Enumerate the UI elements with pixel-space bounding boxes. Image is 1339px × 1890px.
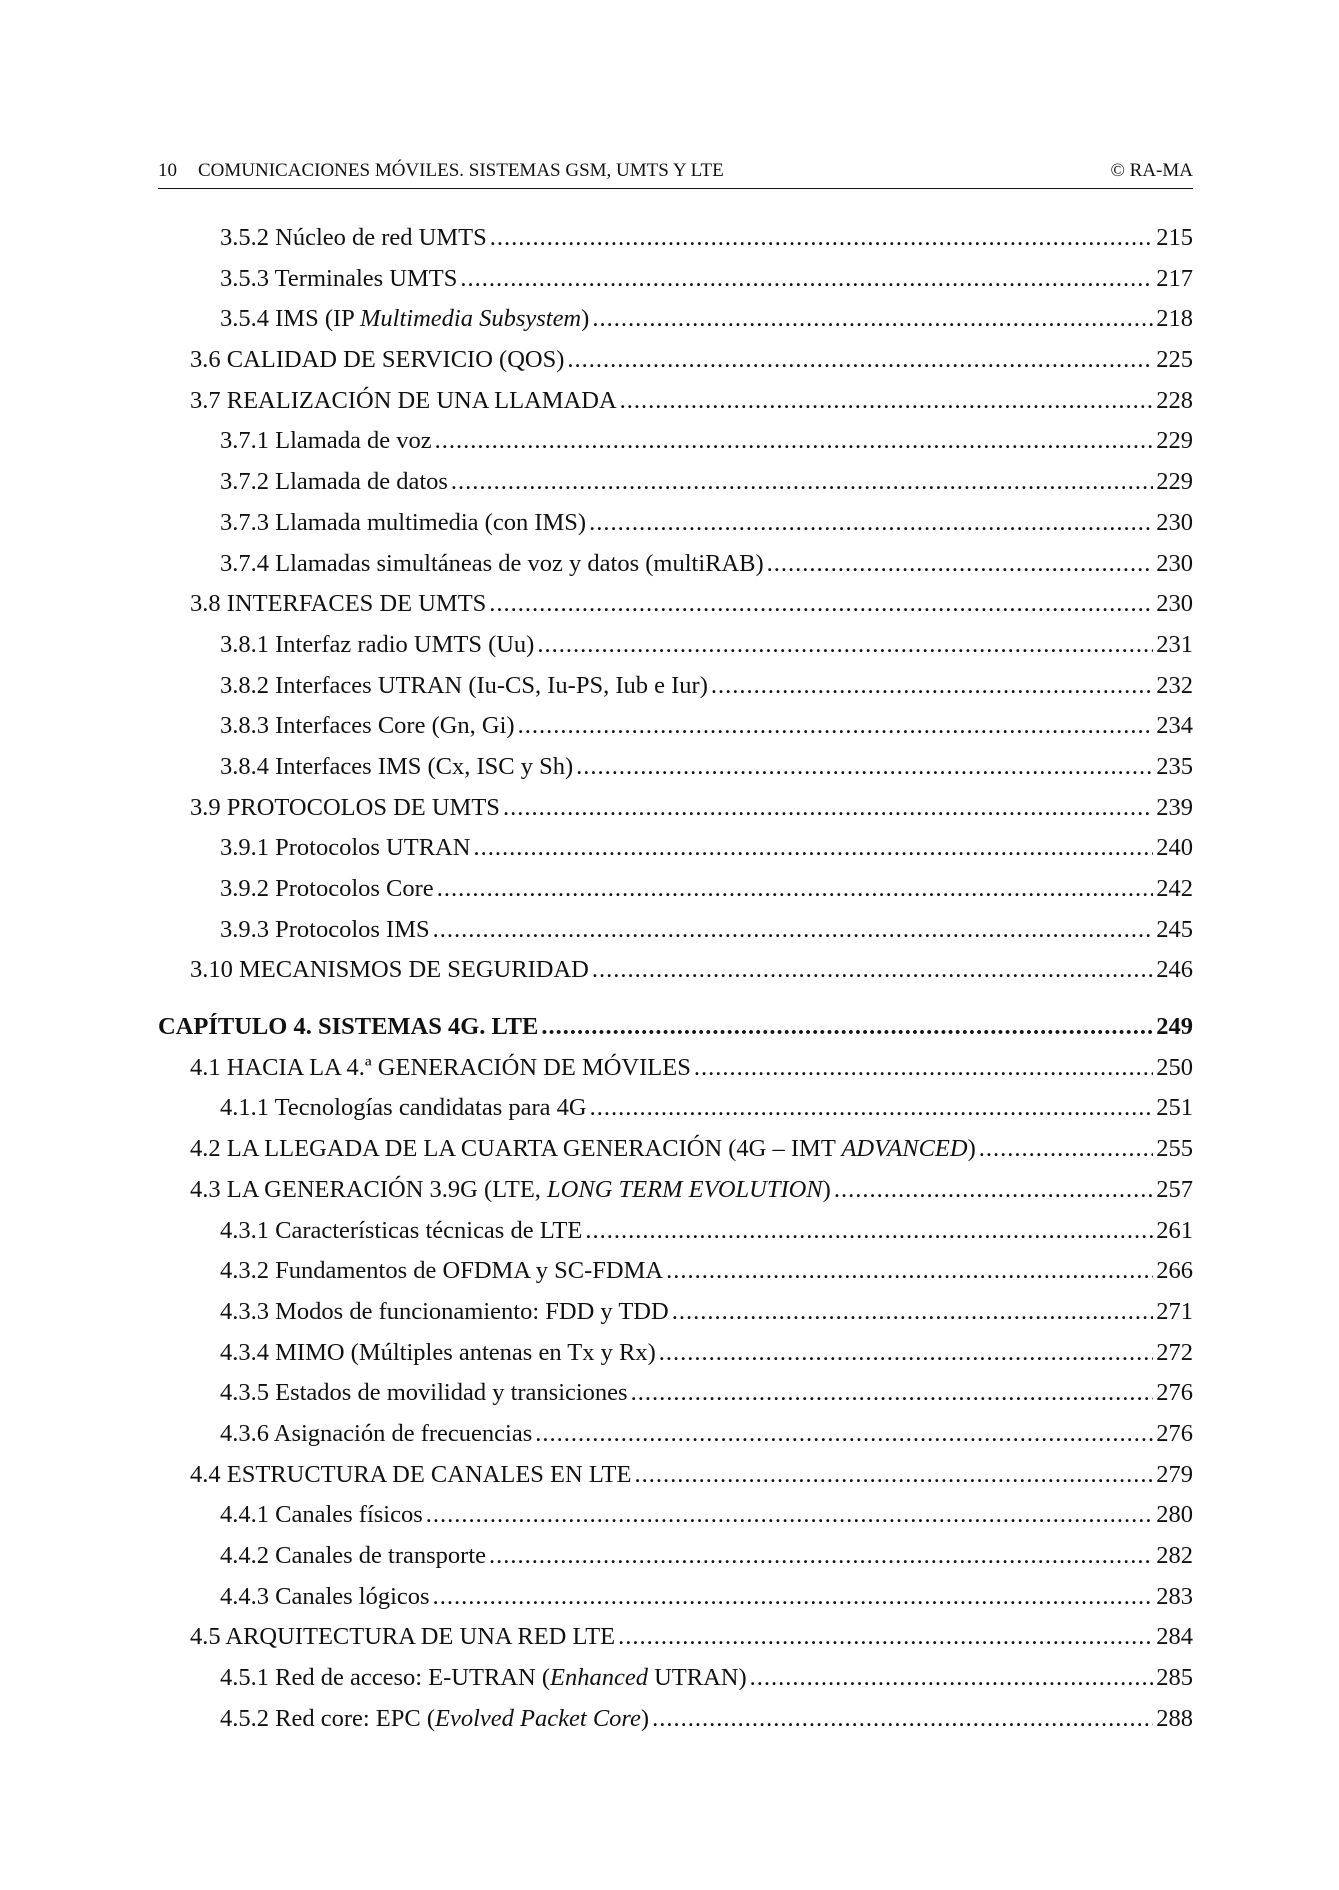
toc-entry-title (220, 1536, 486, 1577)
page-header (158, 158, 1193, 189)
toc-title-part: ) (967, 1135, 976, 1163)
header-left (158, 160, 724, 182)
dot-leader (592, 950, 1153, 991)
toc-entry-title (220, 1699, 649, 1740)
toc-entry-title (220, 828, 470, 869)
toc-page-number: 251 (1156, 1094, 1193, 1122)
toc-title-part: ) (640, 1704, 650, 1732)
dot-leader (433, 910, 1154, 951)
toc-entry-title (220, 625, 534, 666)
toc-chapter-entry (158, 1007, 1193, 1048)
toc-page-number: 257 (1156, 1175, 1193, 1203)
dot-leader (518, 706, 1154, 747)
toc-title-part: 3.9.2 Protocolos Core (220, 875, 434, 902)
toc-page-number: 230 (1156, 549, 1193, 577)
toc-page-number: 279 (1156, 1460, 1193, 1488)
toc-title-part: 3.10 MECANISMOS DE SEGURIDAD (190, 956, 589, 984)
page-number: 10 (158, 160, 177, 181)
toc-page-number: 283 (1156, 1582, 1193, 1610)
toc-entry-title (220, 299, 589, 340)
toc-entry-title (220, 1577, 430, 1618)
toc-entry-title (220, 1414, 532, 1455)
toc-entry-title (220, 706, 515, 747)
toc-page-number: 218 (1156, 305, 1193, 333)
dot-leader (489, 584, 1153, 625)
toc-title-part: 3.7.1 Llamada de voz (220, 427, 432, 455)
toc-entry (158, 788, 1193, 829)
toc-entry-title (190, 1048, 691, 1089)
toc-entry (158, 1292, 1193, 1333)
toc-entry-title (220, 1211, 582, 1252)
dot-leader (590, 1088, 1154, 1129)
toc-title-part: 4.4.3 Canales lógicos (220, 1582, 430, 1610)
dot-leader (618, 1617, 1153, 1658)
toc-entry-title (190, 950, 589, 991)
dot-leader (473, 828, 1153, 869)
toc-title-part: UTRAN) (647, 1664, 747, 1692)
toc-entry-title (158, 1007, 538, 1048)
toc-title-part: 3.7.2 Llamada de datos (220, 468, 448, 496)
toc-title-part: ) (822, 1175, 831, 1203)
toc-entry-title (220, 1333, 656, 1374)
dot-leader (652, 1699, 1153, 1740)
toc-entry-title (220, 259, 457, 300)
dot-leader (834, 1170, 1153, 1211)
toc-entry (158, 1658, 1193, 1699)
toc-title-part: 3.6 CALIDAD DE SERVICIO (QOS) (190, 346, 565, 374)
toc-entry (158, 503, 1193, 544)
toc-page-number: 272 (1156, 1338, 1193, 1366)
toc-title-part: 3.7.4 Llamadas simultáneas de voz y datos (multiRAB) (220, 549, 764, 577)
toc-page-number: 240 (1156, 834, 1193, 862)
toc-page-number: 246 (1156, 956, 1193, 984)
toc-entry (158, 1170, 1193, 1211)
toc-entry (158, 1536, 1193, 1577)
toc-entry-title (190, 340, 564, 381)
dot-leader (535, 1414, 1153, 1455)
toc-page-number: 250 (1156, 1053, 1193, 1081)
toc-title-part: 3.8.2 Interfaces UTRAN (Iu-CS, Iu-PS, Iub e Iur) (220, 671, 708, 699)
toc-entry (158, 1455, 1193, 1496)
toc-entry (158, 1211, 1193, 1252)
dot-leader (589, 503, 1153, 544)
toc-entry (158, 259, 1193, 300)
toc-page-number: 255 (1156, 1135, 1193, 1163)
toc-entry-title (220, 503, 586, 544)
toc-entry-title (220, 544, 764, 585)
toc-title-part: Enhanced (549, 1664, 648, 1692)
table-of-contents (158, 218, 1193, 1739)
toc-entry (158, 666, 1193, 707)
toc-title-part: 4.3.4 MIMO (Múltiples antenas en Tx y Rx) (220, 1338, 656, 1366)
toc-entry-title (220, 421, 432, 462)
toc-entry (158, 1251, 1193, 1292)
toc-title-part: 4.4 ESTRUCTURA DE CANALES EN LTE (190, 1460, 632, 1488)
dot-leader (576, 747, 1153, 788)
toc-title-part: 3.9.3 Protocolos IMS (220, 915, 430, 943)
toc-entry (158, 1373, 1193, 1414)
toc-page-number: 276 (1156, 1419, 1193, 1447)
toc-entry (158, 625, 1193, 666)
toc-title-part: 4.5 ARQUITECTURA DE UNA RED LTE (190, 1623, 616, 1651)
toc-title-part: Multimedia Subsystem (359, 305, 582, 333)
toc-entry-title (190, 1129, 976, 1170)
dot-leader (979, 1129, 1153, 1170)
toc-page-number: 266 (1156, 1257, 1193, 1285)
toc-entry-title (220, 462, 448, 503)
toc-entry (158, 828, 1193, 869)
dot-leader (694, 1048, 1153, 1089)
dot-leader (711, 666, 1153, 707)
dot-leader (489, 1536, 1153, 1577)
toc-entry (158, 869, 1193, 910)
toc-title-part: 4.5.2 Red core: EPC ( (220, 1704, 436, 1732)
dot-leader (435, 421, 1154, 462)
toc-title-part: 3.8.1 Interfaz radio UMTS (Uu) (220, 630, 535, 658)
toc-entry (158, 1414, 1193, 1455)
toc-title-part: 3.9 PROTOCOLOS DE UMTS (190, 793, 500, 821)
dot-leader (490, 218, 1154, 259)
toc-page-number: 249 (1156, 1013, 1193, 1041)
toc-page-number: 229 (1156, 468, 1193, 496)
toc-title-part: ) (581, 305, 590, 333)
toc-title-part: 4.3.3 Modos de funcionamiento: FDD y TDD (220, 1297, 669, 1325)
toc-entry (158, 1333, 1193, 1374)
toc-title-part: 4.1 HACIA LA 4.ª GENERACIÓN DE MÓVILES (190, 1053, 691, 1081)
dot-leader (460, 259, 1153, 300)
toc-page-number: 288 (1156, 1704, 1193, 1732)
dot-leader (541, 1007, 1153, 1048)
toc-page-number: 284 (1156, 1623, 1193, 1651)
dot-leader (451, 462, 1153, 503)
toc-title-part: 4.3 LA GENERACIÓN 3.9G (LTE, (190, 1175, 548, 1203)
toc-title-part: ADVANCED (841, 1135, 968, 1163)
toc-page-number: 276 (1156, 1379, 1193, 1407)
dot-leader (592, 299, 1153, 340)
toc-entry (158, 218, 1193, 259)
dot-leader (585, 1211, 1153, 1252)
dot-leader (537, 625, 1153, 666)
toc-entry-title (220, 1495, 423, 1536)
toc-entry-title (220, 747, 573, 788)
toc-page-number: 229 (1156, 427, 1193, 455)
toc-page-number: 225 (1156, 346, 1193, 374)
toc-page-number: 239 (1156, 793, 1193, 821)
toc-entry (158, 421, 1193, 462)
dot-leader (433, 1577, 1154, 1618)
toc-page-number: 230 (1156, 508, 1193, 536)
toc-entry (158, 1699, 1193, 1740)
toc-entry-title (220, 1373, 628, 1414)
toc-title-part: Evolved Packet Core (435, 1704, 641, 1732)
toc-entry (158, 1129, 1193, 1170)
toc-entry (158, 747, 1193, 788)
toc-entry (158, 1577, 1193, 1618)
toc-entry-title (220, 666, 708, 707)
publisher: © RA-MA (1110, 160, 1193, 181)
toc-title-part: CAPÍTULO 4. SISTEMAS 4G. LTE (158, 1013, 539, 1041)
toc-entry (158, 1495, 1193, 1536)
toc-entry-title (220, 1088, 587, 1129)
dot-leader (567, 340, 1153, 381)
toc-entry (158, 1048, 1193, 1089)
dot-leader (634, 1455, 1153, 1496)
toc-page-number: 245 (1156, 915, 1193, 943)
toc-entry (158, 706, 1193, 747)
toc-title-part: 4.4.1 Canales físicos (220, 1501, 423, 1529)
toc-title-part: 3.9.1 Protocolos UTRAN (220, 834, 471, 862)
toc-title-part: 3.5.4 IMS (IP (220, 305, 360, 333)
toc-entry-title (190, 1170, 831, 1211)
toc-page-number: 217 (1156, 264, 1193, 292)
toc-page-number: 271 (1156, 1297, 1193, 1325)
dot-leader (666, 1251, 1153, 1292)
toc-entry-title (220, 1292, 669, 1333)
toc-entry-title (220, 1658, 747, 1699)
toc-entry (158, 584, 1193, 625)
dot-leader (672, 1292, 1154, 1333)
toc-title-part: 3.8.4 Interfaces IMS (Cx, ISC y Sh) (220, 752, 574, 780)
toc-entry (158, 462, 1193, 503)
toc-page-number: 242 (1156, 875, 1193, 902)
dot-leader (437, 869, 1154, 910)
toc-title-part: 3.7.3 Llamada multimedia (con IMS) (220, 508, 587, 536)
toc-entry-title (190, 584, 486, 625)
toc-title-part: 3.8 INTERFACES DE UMTS (190, 590, 487, 618)
toc-entry-title (220, 218, 487, 259)
dot-leader (426, 1495, 1153, 1536)
toc-page-number: 280 (1156, 1501, 1193, 1529)
toc-title-part: 3.5.2 Núcleo de red UMTS (220, 224, 487, 251)
toc-title-part: 3.7 REALIZACIÓN DE UNA LLAMADA (190, 386, 617, 414)
toc-entry-title (220, 1251, 663, 1292)
toc-entry-title (190, 1617, 615, 1658)
toc-entry (158, 544, 1193, 585)
toc-page-number: 234 (1156, 712, 1193, 740)
toc-entry (158, 381, 1193, 422)
toc-entry (158, 910, 1193, 951)
toc-entry-title (220, 869, 434, 910)
dot-leader (659, 1333, 1154, 1374)
toc-page-number: 282 (1156, 1542, 1193, 1569)
toc-page-number: 261 (1156, 1216, 1193, 1244)
toc-title-part: 4.2 LA LLEGADA DE LA CUARTA GENERACIÓN (4G – IMT (190, 1135, 842, 1163)
toc-title-part: 4.5.1 Red de acceso: E-UTRAN ( (220, 1664, 550, 1692)
toc-page-number: 228 (1156, 386, 1193, 414)
toc-entry (158, 950, 1193, 991)
toc-title-part: 3.5.3 Terminales UMTS (220, 264, 458, 292)
toc-title-part: 4.3.5 Estados de movilidad y transiciones (220, 1379, 628, 1407)
toc-title-part: 3.8.3 Interfaces Core (Gn, Gi) (220, 712, 515, 740)
toc-title-part: 4.1.1 Tecnologías candidatas para 4G (220, 1094, 587, 1122)
toc-page-number: 232 (1156, 671, 1193, 699)
toc-entry (158, 1088, 1193, 1129)
toc-entry-title (220, 910, 430, 951)
dot-leader (503, 788, 1153, 829)
toc-title-part: 4.3.6 Asignación de frecuencias (220, 1419, 533, 1447)
toc-title-part: 4.4.2 Canales de transporte (220, 1542, 487, 1569)
toc-entry-title (190, 1455, 631, 1496)
dot-leader (767, 544, 1154, 585)
book-title: COMUNICACIONES MÓVILES. SISTEMAS GSM, UMTS Y LTE (198, 160, 724, 181)
toc-entry (158, 340, 1193, 381)
toc-title-part: LONG TERM EVOLUTION (547, 1175, 823, 1203)
toc-page-number: 285 (1156, 1664, 1193, 1692)
dot-leader (750, 1658, 1154, 1699)
toc-entry (158, 1617, 1193, 1658)
toc-page-number: 230 (1156, 590, 1193, 618)
dot-leader (631, 1373, 1154, 1414)
toc-page-number: 215 (1156, 224, 1193, 251)
toc-title-part: 4.3.2 Fundamentos de OFDMA y SC-FDMA (220, 1257, 664, 1285)
dot-leader (620, 381, 1154, 422)
toc-page-number: 231 (1156, 630, 1193, 658)
toc-entry-title (190, 788, 500, 829)
toc-title-part: 4.3.1 Características técnicas de LTE (220, 1216, 583, 1244)
toc-entry-title (190, 381, 617, 422)
toc-entry (158, 299, 1193, 340)
toc-page-number: 235 (1156, 752, 1193, 780)
